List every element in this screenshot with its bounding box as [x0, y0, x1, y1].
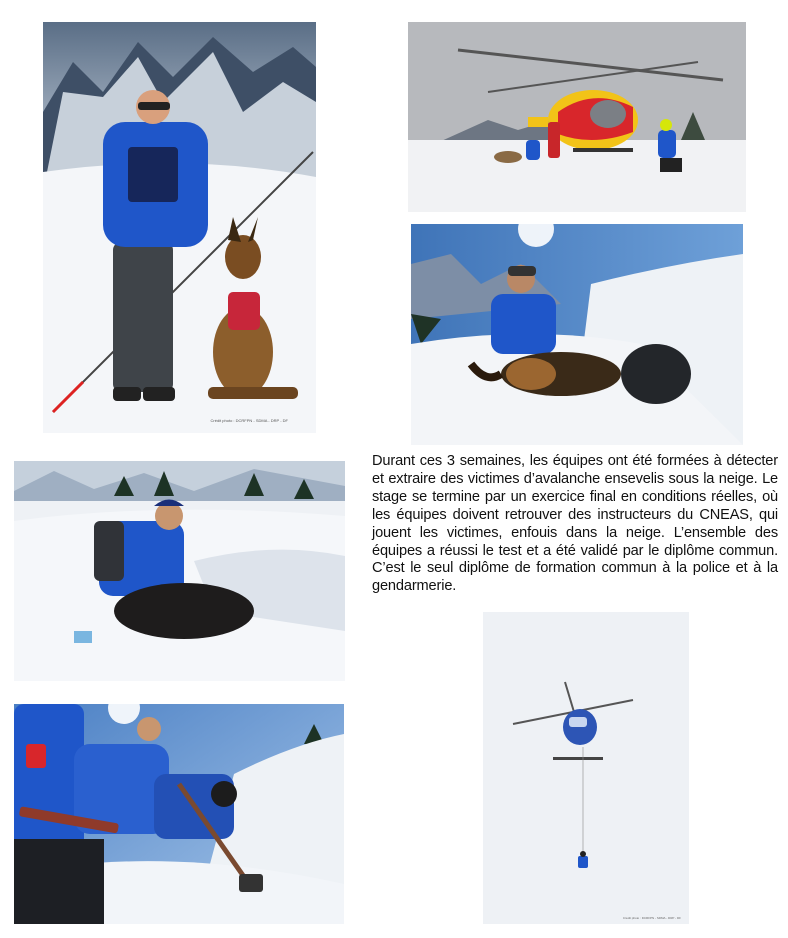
photo-credit: Crédit photo : DCRFPN - SDMA - DRP - DF [622, 916, 681, 920]
photo-dog-search [411, 224, 743, 445]
photo-rescue-helicopter [408, 22, 746, 212]
photo-digging-dog [14, 461, 345, 681]
photo-credit: Crédit photo : DCRFPN - SDMA - DRP - DF [210, 418, 288, 423]
photo-helicopter-hoist [483, 612, 689, 924]
photo-rescuers-digging [14, 704, 344, 924]
article-paragraph: Durant ces 3 semaines, les équipes ont été formées à détecter et extraire des victimes d’avalanche ensevelis sous la neige. Le stage se termine par un exercice final en conditions réelles, où les équipes doivent retrouver des instructeurs du CNEAS, qui jouent les victimes, enfouis dans la neige. L’ensemble des équipes a réussi le test et a été validé par le diplôme commun. C’est le seul diplôme de formation commun à la police et à la gendarmerie. [372, 453, 778, 595]
photo-handler-with-dog [43, 22, 316, 433]
